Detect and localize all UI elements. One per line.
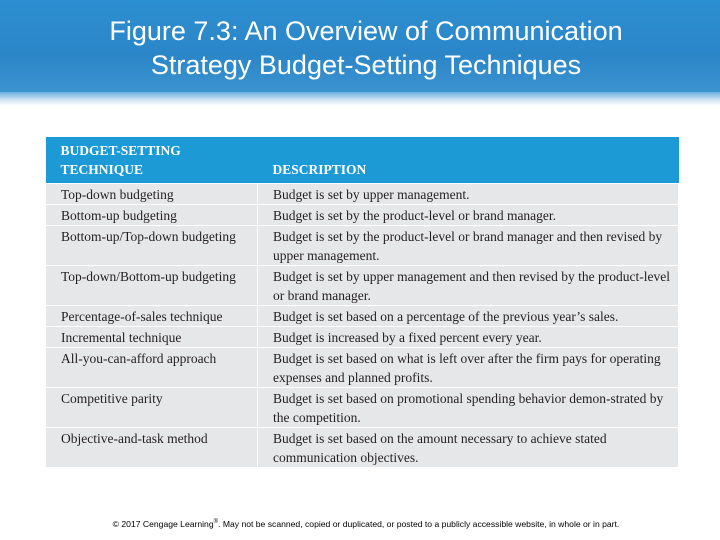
table-row bbox=[46, 205, 679, 226]
table-row bbox=[46, 428, 679, 468]
description-cell: Budget is set by the product-level or brand manager. bbox=[258, 205, 679, 226]
technique-cell: Competitive parity bbox=[46, 388, 258, 428]
slide-title-line-1: Figure 7.3: An Overview of Communication bbox=[109, 16, 623, 46]
registered-mark: ® bbox=[213, 519, 219, 526]
table-row bbox=[46, 306, 679, 327]
technique-cell: Percentage-of-sales technique bbox=[46, 306, 258, 327]
technique-cell: Top-down/Bottom-up budgeting bbox=[46, 266, 258, 306]
table-row bbox=[46, 348, 679, 388]
description-cell: Budget is set based on a percentage of the previous year’s sales. bbox=[258, 306, 679, 327]
column-header-technique-line-2: TECHNIQUE bbox=[60, 162, 144, 177]
technique-cell: All-you-can-afford approach bbox=[46, 348, 258, 388]
copyright-footer bbox=[0, 519, 720, 529]
slide-title-line-2: Strategy Budget-Setting Techniques bbox=[150, 50, 582, 80]
slide-header-fade bbox=[0, 92, 720, 106]
description-cell: Budget is set based on promotional spending behavior demon-strated by the competition. bbox=[258, 388, 679, 428]
description-cell: Budget is set by the product-level or brand manager and then revised by upper management. bbox=[258, 226, 679, 266]
copyright-suffix: . May not be scanned, copied or duplicated, or posted to a publicly accessible website, in whole or in part. bbox=[218, 519, 620, 529]
table-row bbox=[46, 226, 679, 266]
table-header-row bbox=[46, 137, 679, 184]
description-cell: Budget is set based on the amount necessary to achieve stated communication objectives. bbox=[258, 428, 679, 468]
copyright-prefix: © 2017 Cengage Learning bbox=[112, 519, 214, 529]
table-row bbox=[46, 327, 679, 348]
description-cell: Budget is set by upper management. bbox=[258, 184, 679, 205]
technique-cell: Top-down budgeting bbox=[46, 184, 258, 205]
table-row bbox=[46, 184, 679, 205]
description-cell: Budget is set based on what is left over after the firm pays for operating expenses and planned profits. bbox=[258, 348, 679, 388]
technique-cell: Objective-and-task method bbox=[46, 428, 258, 468]
technique-cell: Bottom-up/Top-down budgeting bbox=[46, 226, 258, 266]
table-row bbox=[46, 388, 679, 428]
slide-title bbox=[0, 14, 720, 82]
description-cell: Budget is set by upper management and then revised by the product-level or brand manager. bbox=[258, 266, 679, 306]
column-header-technique-line-1: BUDGET-SETTING bbox=[60, 143, 181, 158]
technique-cell: Incremental technique bbox=[46, 327, 258, 348]
budget-techniques-table bbox=[45, 137, 679, 468]
column-header-description: DESCRIPTION bbox=[258, 137, 679, 184]
description-cell: Budget is increased by a fixed percent every year. bbox=[258, 327, 679, 348]
column-header-technique bbox=[46, 137, 258, 184]
technique-cell: Bottom-up budgeting bbox=[46, 205, 258, 226]
table-row bbox=[46, 266, 679, 306]
